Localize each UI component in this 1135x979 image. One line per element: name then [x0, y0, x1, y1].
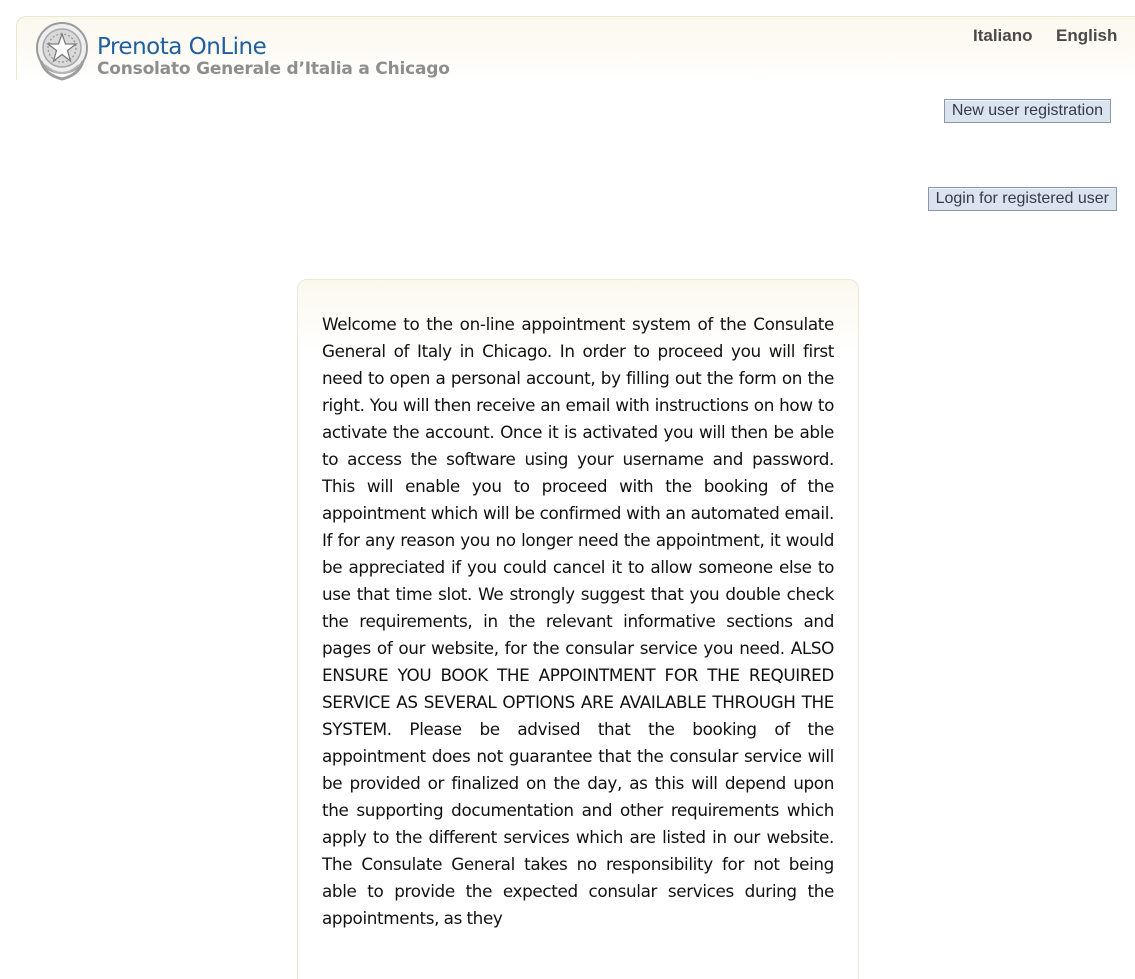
- language-link-english[interactable]: English: [1056, 26, 1118, 45]
- app-title: Prenota OnLine: [97, 34, 267, 60]
- new-user-registration-button[interactable]: New user registration: [944, 99, 1111, 123]
- header-bar: [16, 16, 1135, 80]
- italian-republic-emblem-icon: [35, 21, 89, 81]
- welcome-text: Welcome to the on-line appointment system of the Consulate General of Italy in Chicago. In order to proceed you will first need to open a personal account, by filling out the form on the right. You will then receive an email with instructions on how to activate the account. Once it is activated you will then be able to access the software using your username and password. This will enable you to proceed with the booking of the appointment which will be confirmed with an automated email. If for any reason you no longer need the appointment, it would be appreciated if you could cancel it to allow someone else to use that time slot. We strongly suggest that you double check the requirements, in the relevant informative sections and pages of our website, for the consular service you need. ALSO ENSURE YOU BOOK THE APPOINTMENT FOR THE REQUIRED SERVICE AS SEVERAL OPTIONS ARE AVAILABLE THROUGH THE SYSTEM. Please be advised that the booking of the appointment does not guarantee that the consular service will be provided or finalized on the day, as this will depend upon the supporting documentation and other requirements which apply to the different services which are listed in our website. The Consulate General takes no responsibility for not being able to provide the expected consular services during the appointments, as they: [322, 314, 834, 928]
- consulate-subtitle: Consolato Generale d’Italia a Chicago: [97, 59, 450, 79]
- welcome-panel: [297, 279, 859, 979]
- language-link-italiano[interactable]: Italiano: [973, 26, 1033, 45]
- login-registered-user-button[interactable]: Login for registered user: [928, 187, 1117, 211]
